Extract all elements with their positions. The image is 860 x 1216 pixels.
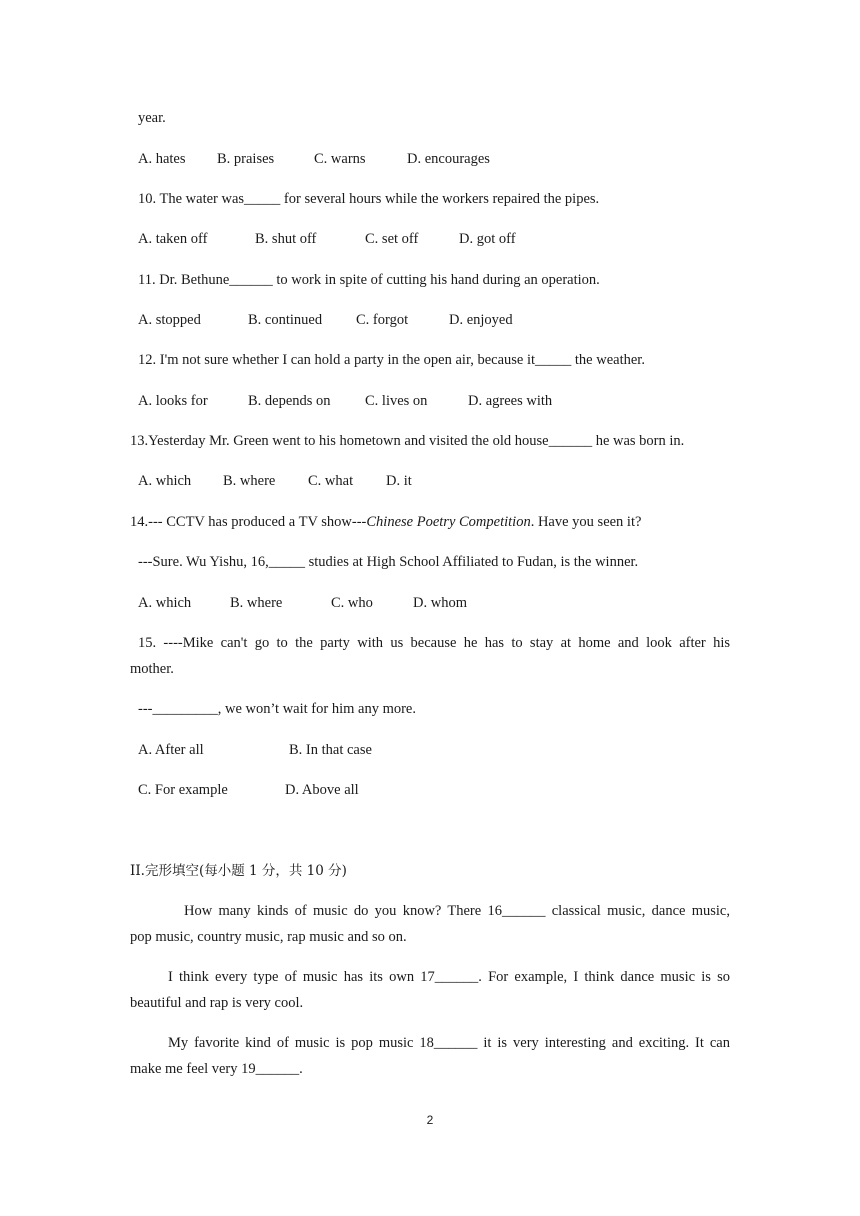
option-c: C. warns (314, 151, 366, 167)
question-14 (130, 513, 641, 531)
option-d: D. Above all (285, 782, 359, 798)
option-c: C. set off (365, 231, 419, 247)
option-b: B. depends on (248, 393, 331, 409)
paragraph-1-line-1: How many kinds of music do you know? There 16______ classical music, dance music, (184, 903, 730, 919)
question-10: 10. The water was_____ for several hours while the workers repaired the pipes. (138, 191, 600, 207)
question-14-prefix: 14.--- CCTV has produced a TV show--- (130, 514, 367, 530)
option-c: C. lives on (365, 393, 428, 409)
question-11: 11. Dr. Bethune______ to work in spite of cutting his hand during an operation. (138, 272, 600, 288)
option-d: D. got off (459, 231, 516, 247)
option-b: B. where (223, 473, 276, 489)
option-c: C. forgot (356, 312, 409, 328)
option-c: C. what (308, 473, 354, 489)
question-12: 12. I'm not sure whether I can hold a party in the open air, because it_____ the weather. (138, 352, 645, 368)
option-a: A. After all (138, 742, 204, 758)
option-a: A. taken off (138, 231, 208, 247)
option-b: B. continued (248, 312, 323, 328)
option-b: B. In that case (289, 742, 372, 758)
paragraph-3-line-1: My favorite kind of music is pop music 18______ it is very interesting and exciting. It can (168, 1035, 730, 1051)
option-d: D. enjoyed (449, 312, 513, 328)
paragraph-1-line-2: pop music, country music, rap music and so on. (130, 929, 407, 945)
option-b: B. where (230, 595, 283, 611)
paragraph-2-line-2: beautiful and rap is very cool. (130, 995, 304, 1011)
option-a: A. hates (138, 151, 186, 167)
option-a: A. looks for (138, 393, 208, 409)
option-a: A. stopped (138, 312, 201, 328)
question-15-line-1: 15. ----Mike can't go to the party with us because he has to stay at home and look after his (138, 635, 730, 651)
question-9-tail: year. (138, 110, 166, 126)
question-14-reply: ---Sure. Wu Yishu, 16,_____ studies at High School Affiliated to Fudan, is the winner. (138, 554, 639, 570)
show-title: Chinese Poetry Competition (366, 514, 531, 530)
option-d: D. whom (413, 595, 467, 611)
paragraph-2-line-1: I think every type of music has its own 17______. For example, I think dance music is so (168, 969, 730, 985)
option-d: D. encourages (407, 151, 490, 167)
question-14-suffix: . Have you seen it? (530, 514, 642, 530)
option-c: C. who (331, 595, 373, 611)
question-13: 13.Yesterday Mr. Green went to his hometown and visited the old house______ he was born in. (130, 433, 685, 449)
option-b: B. shut off (255, 231, 317, 247)
paragraph-3-line-2: make me feel very 19______. (130, 1061, 303, 1077)
question-15-reply: ---_________, we won’t wait for him any more. (138, 701, 416, 717)
question-15-line-2: mother. (130, 661, 174, 677)
section-2-title: II.完形填空(每小题 1 分，共 10 分) (130, 863, 347, 879)
option-d: D. it (386, 473, 412, 489)
option-a: A. which (138, 473, 192, 489)
option-c: C. For example (138, 782, 228, 798)
option-d: D. agrees with (468, 393, 553, 409)
option-a: A. which (138, 595, 192, 611)
page-number: 2 (426, 1113, 434, 1127)
option-b: B. praises (217, 151, 275, 167)
